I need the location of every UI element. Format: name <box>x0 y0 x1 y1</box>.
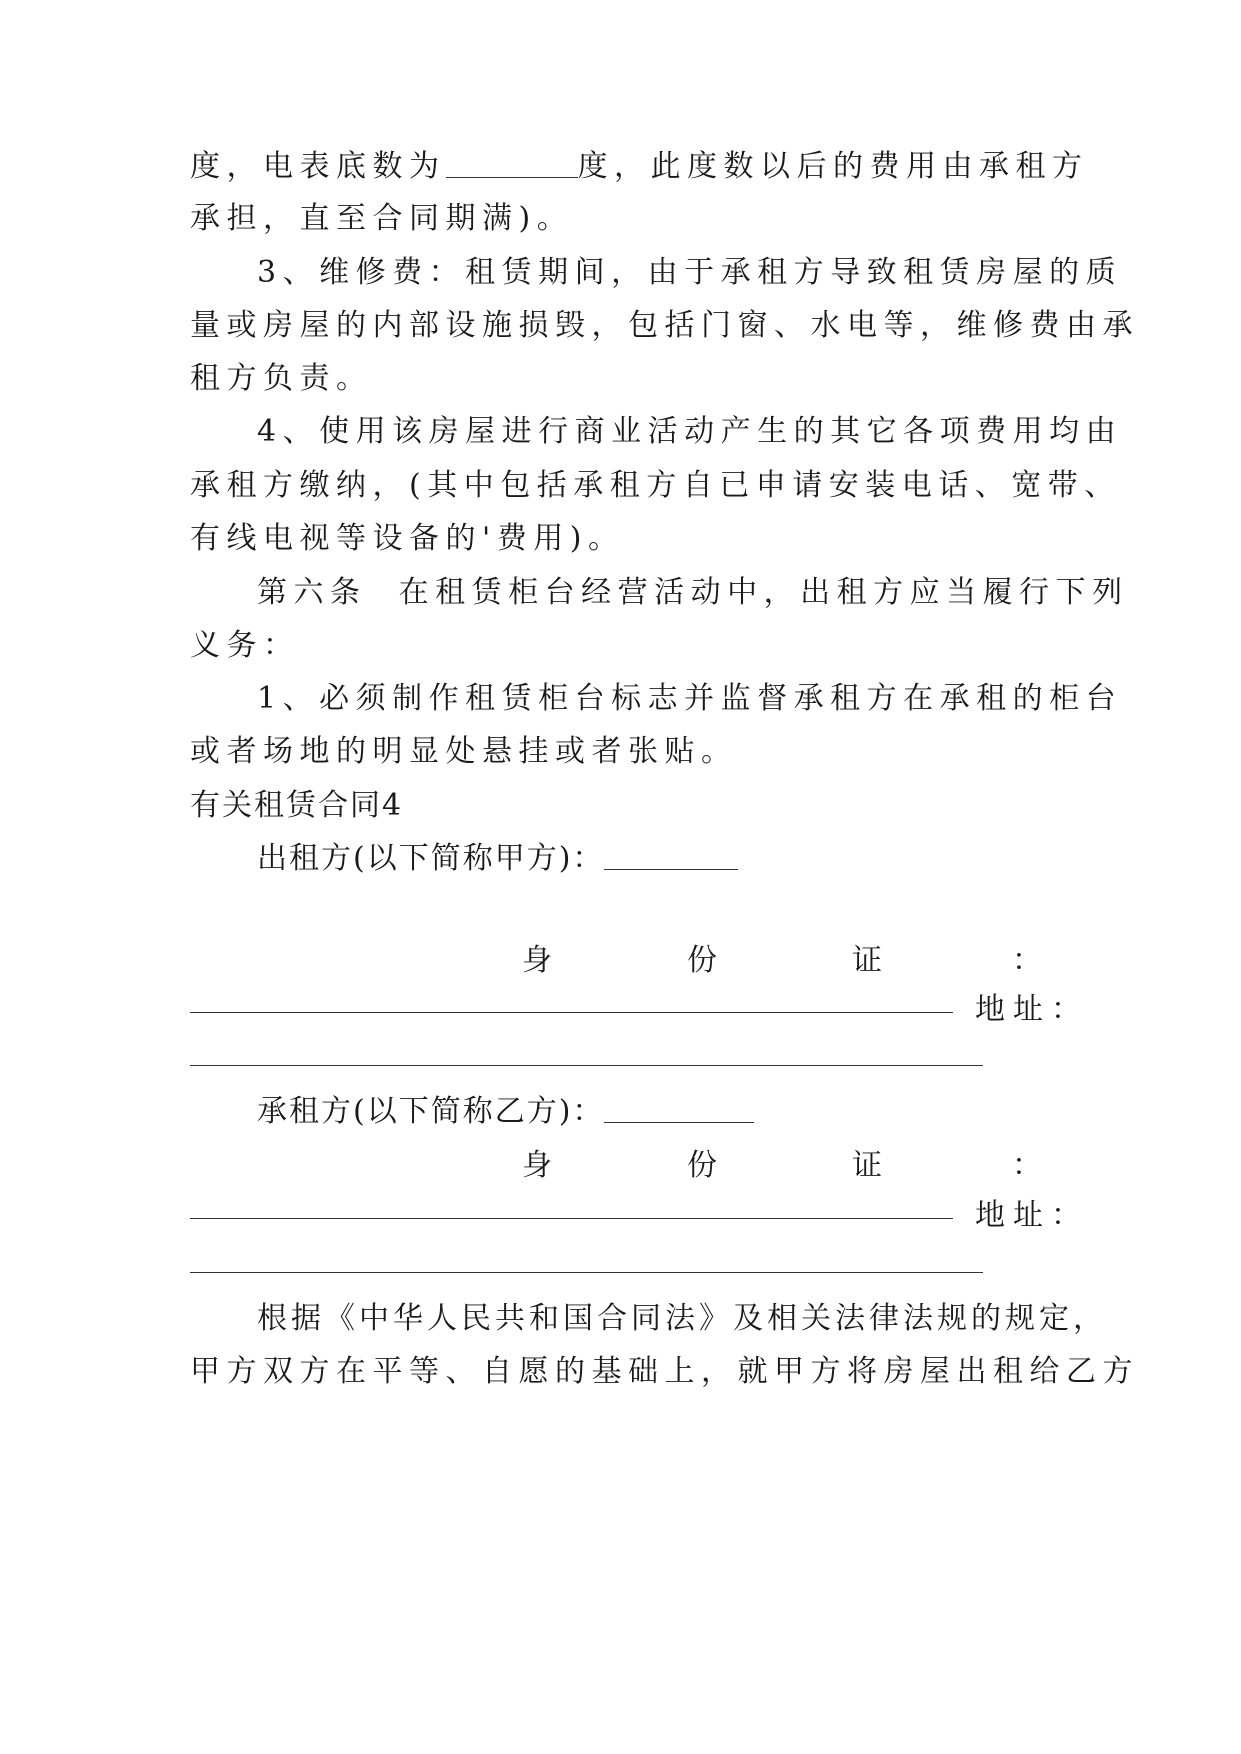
text-line <box>190 147 1089 187</box>
text-line: 第六条 在租赁柜台经营活动中，出租方应当履行下列 <box>257 575 1129 610</box>
id-char: ： <box>1012 943 1042 978</box>
text-line: 有线电视等设备的'费用)。 <box>190 521 625 556</box>
blank-underline <box>190 1272 983 1273</box>
id-char: 份 <box>687 943 717 978</box>
blank-underline <box>604 841 738 870</box>
address-label: 地址： <box>975 992 1089 1027</box>
section-heading: 有关租赁合同4 <box>190 788 404 823</box>
blank-underline <box>190 1218 953 1219</box>
lessee-line <box>257 1092 1050 1132</box>
blank-underline <box>446 149 578 178</box>
id-char: 身 <box>522 1148 552 1183</box>
id-char: ： <box>1012 1148 1042 1183</box>
lessee-label: 承租方(以下简称乙方)： <box>257 1094 605 1129</box>
lessor-line <box>257 839 1050 879</box>
text-line: 根据《中华人民共和国合同法》及相关法律法规的规定， <box>257 1301 1107 1336</box>
blank-underline <box>604 1094 754 1123</box>
text-line: 或者场地的明显处悬挂或者张贴。 <box>190 734 738 769</box>
blank-underline <box>190 1065 983 1066</box>
id-char: 证 <box>852 943 882 978</box>
text-line: 1、必须制作租赁柜台标志并监督承租方在承租的柜台 <box>257 681 1123 716</box>
blank-underline <box>190 1012 953 1013</box>
text-line: 甲方双方在平等、自愿的基础上，就甲方将房屋出租给乙方 <box>190 1354 1139 1389</box>
text-line: 量或房屋的内部设施损毁，包括门窗、水电等，维修费由承 <box>190 308 1139 343</box>
id-char: 证 <box>852 1148 882 1183</box>
text-line: 4、使用该房屋进行商业活动产生的其它各项费用均由 <box>257 414 1123 449</box>
lessor-label: 出租方(以下简称甲方)： <box>257 841 605 876</box>
text-line: 义务： <box>190 628 300 663</box>
text-segment: 度，电表底数为 <box>190 149 446 184</box>
text-segment: 度，此度数以后的费用由承租方 <box>577 149 1089 184</box>
text-line: 承担，直至合同期满)。 <box>190 201 574 236</box>
id-char: 身 <box>522 943 552 978</box>
address-label: 地址： <box>975 1198 1089 1233</box>
id-char: 份 <box>687 1148 717 1183</box>
text-line: 承租方缴纳，(其中包括承租方自已申请安装电话、宽带、 <box>190 468 1121 503</box>
text-line: 租方负责。 <box>190 361 373 396</box>
text-line: 3、维修费：租赁期间，由于承租方导致租赁房屋的质 <box>257 255 1123 290</box>
